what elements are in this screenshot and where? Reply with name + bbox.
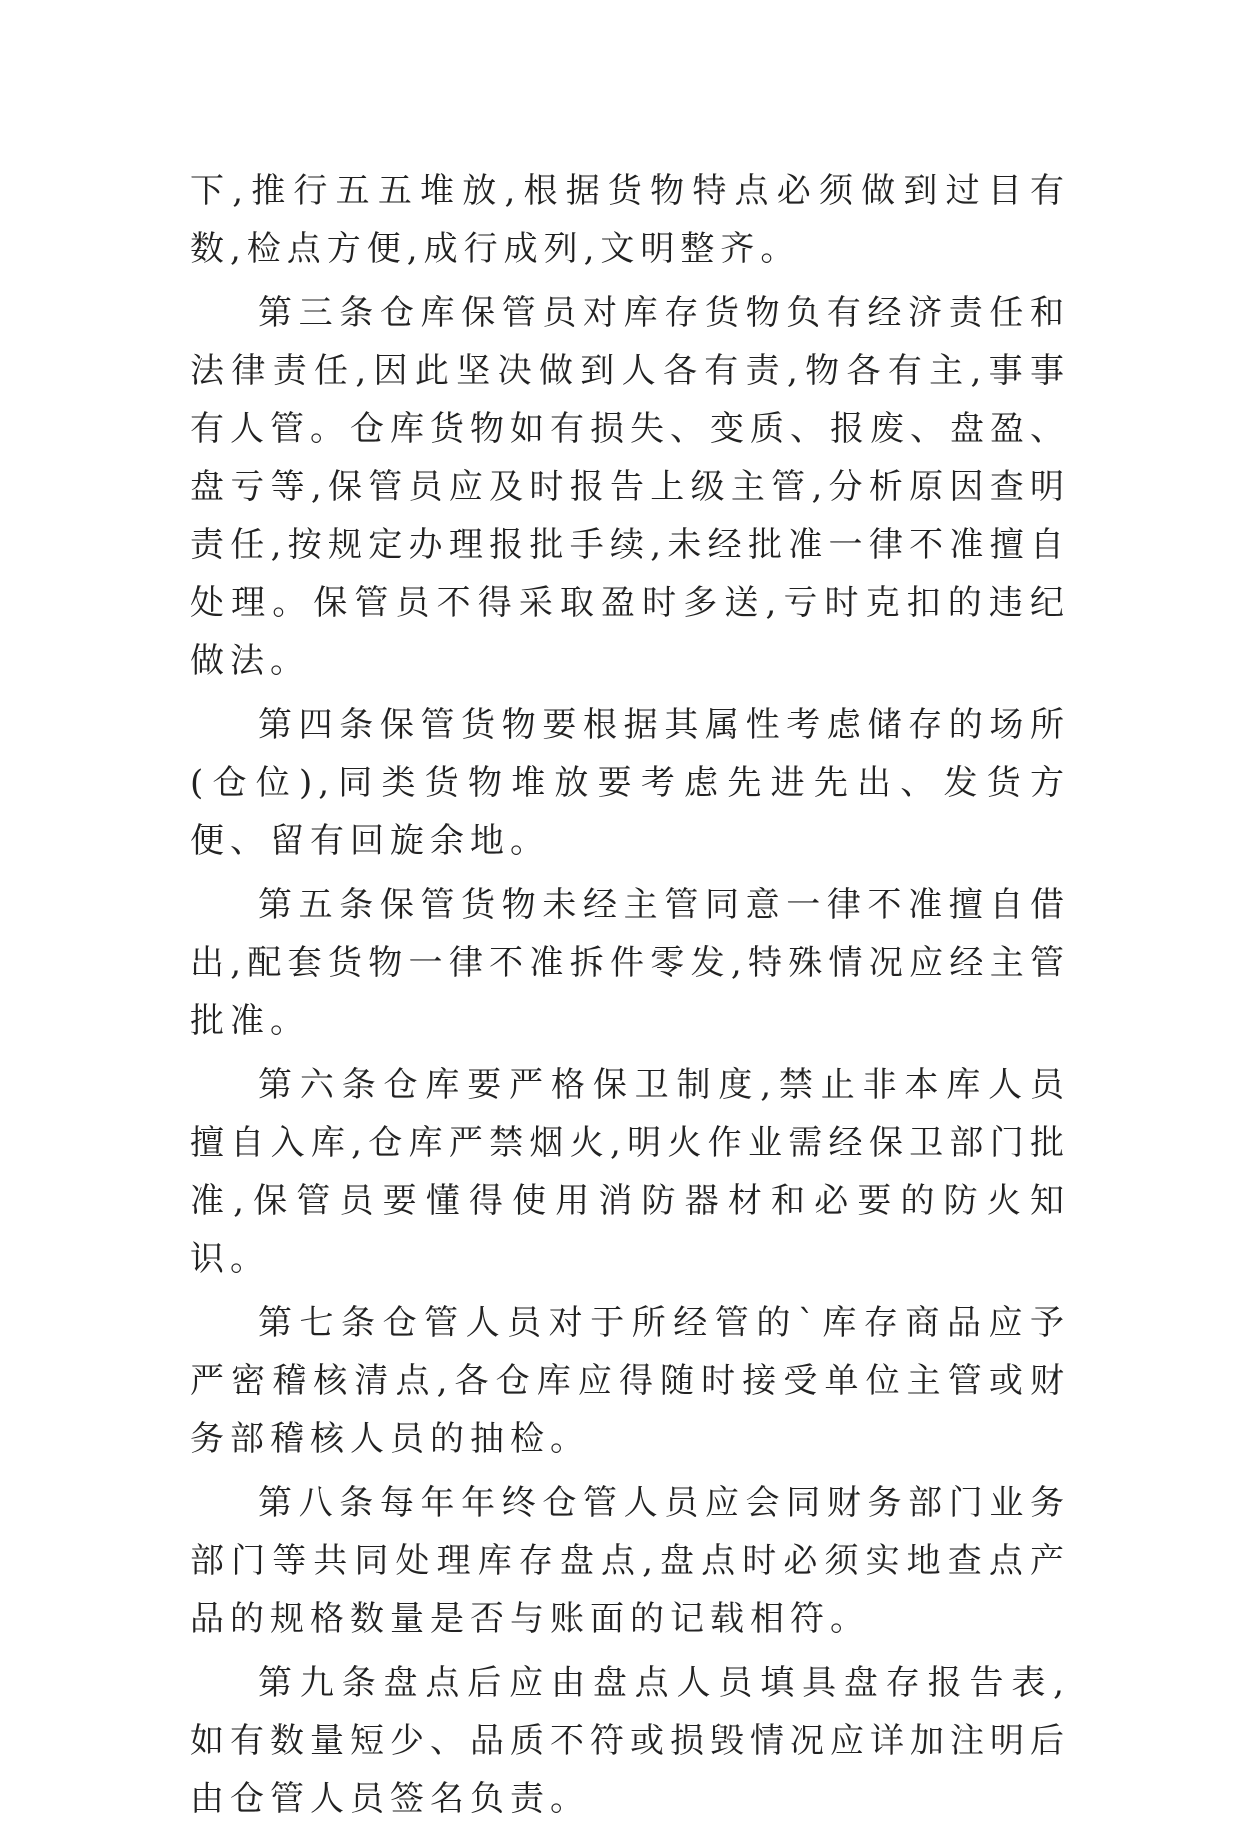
document-body	[190, 162, 1070, 1828]
paragraph-article-4: 第四条保管货物要根据其属性考虑储存的场所(仓位),同类货物堆放要考虑先进先出、发货方便、留有回旋余地。	[190, 705, 1070, 861]
paragraph-article-5: 第五条保管货物未经主管同意一律不准擅自借出,配套货物一律不准拆件零发,特殊情况应经主管批准。	[190, 885, 1070, 1041]
paragraph-article-3: 第三条仓库保管员对库存货物负有经济责任和法律责任,因此坚决做到人各有责,物各有主,事事有人管。仓库货物如有损失、变质、报废、盘盈、盘亏等,保管员应及时报告上级主管,分析原因查明责任,按规定办理报批手续,未经批准一律不准擅自处理。保管员不得采取盈时多送,亏时克扣的违纪做法。	[190, 293, 1070, 681]
paragraph-article-9: 第九条盘点后应由盘点人员填具盘存报告表,如有数量短少、品质不符或损毁情况应详加注明后由仓管人员签名负责。	[190, 1663, 1070, 1819]
paragraph-article-7: 第七条仓管人员对于所经管的`库存商品应予严密稽核清点,各仓库应得随时接受单位主管或财务部稽核人员的抽检。	[190, 1303, 1070, 1459]
paragraph-continuation: 下,推行五五堆放,根据货物特点必须做到过目有数,检点方便,成行成列,文明整齐。	[190, 171, 1070, 269]
paragraph-article-6: 第六条仓库要严格保卫制度,禁止非本库人员擅自入库,仓库严禁烟火,明火作业需经保卫部门批准,保管员要懂得使用消防器材和必要的防火知识。	[190, 1065, 1070, 1279]
paragraph-article-8: 第八条每年年终仓管人员应会同财务部门业务部门等共同处理库存盘点,盘点时必须实地查点产品的规格数量是否与账面的记载相符。	[190, 1483, 1070, 1639]
